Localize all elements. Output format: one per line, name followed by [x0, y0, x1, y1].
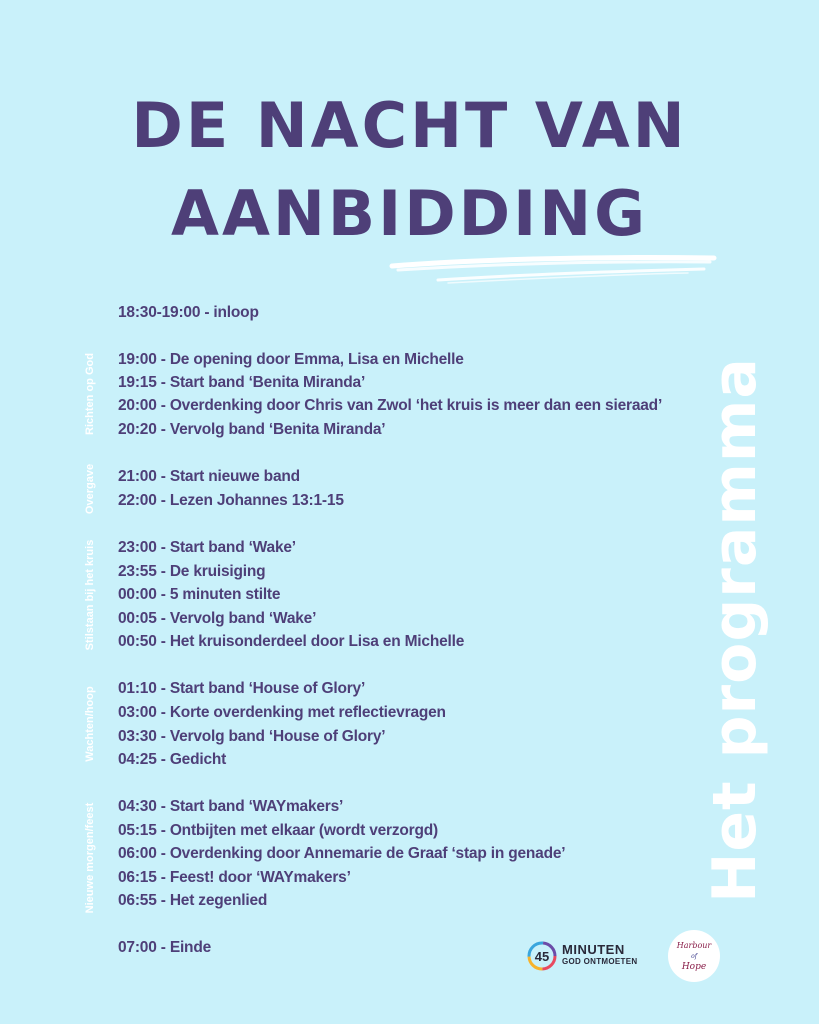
schedule-item: 06:15 - Feest! door ‘WAYmakers’ — [118, 869, 351, 886]
minuten-logo — [526, 940, 637, 972]
section-label-nieuwe-morgen-feest: Nieuwe morgen/feest — [84, 802, 96, 914]
minuten-subtitle: GOD ONTMOETEN — [562, 957, 638, 966]
schedule-item: 07:00 - Einde — [118, 939, 212, 956]
schedule-item: 03:00 - Korte overdenking met reflectievragen — [118, 704, 446, 721]
schedule-item: 20:00 - Overdenking door Chris van Zwol ‘het kruis is meer dan een sieraad’ — [118, 397, 663, 414]
section-label-richten-op-god: Richten op God — [84, 353, 96, 435]
harbour-logo-line-2: of — [691, 952, 697, 960]
schedule-item: 06:55 - Het zegenlied — [118, 892, 268, 909]
schedule-item: 04:30 - Start band ‘WAYmakers’ — [118, 798, 344, 815]
harbour-logo-line-1: Harbour — [676, 940, 712, 950]
schedule-item: 00:05 - Vervolg band ‘Wake’ — [118, 610, 317, 627]
page-title — [0, 82, 819, 258]
minuten-number: 45 — [534, 948, 550, 964]
schedule-item: 03:30 - Vervolg band ‘House of Glory’ — [118, 728, 386, 745]
harbour-logo-line-3: Hope — [681, 961, 707, 972]
schedule-item: 21:00 - Start nieuwe band — [118, 468, 300, 485]
harbour-of-hope-logo — [668, 930, 720, 982]
minuten-title: MINUTEN — [562, 942, 625, 957]
schedule-item: 23:00 - Start band ‘Wake’ — [118, 539, 296, 556]
title-line-2: AANBIDDING — [171, 177, 648, 250]
schedule-item: 18:30-19:00 - inloop — [118, 304, 259, 321]
section-label-stilstaan-bij-het-kruis: Stilstaan bij het kruis — [84, 539, 96, 651]
schedule-item: 20:20 - Vervolg band ‘Benita Miranda’ — [118, 421, 386, 438]
schedule-item: 00:00 - 5 minuten stilte — [118, 586, 281, 603]
schedule-item: 05:15 - Ontbijten met elkaar (wordt verzorgd) — [118, 822, 439, 839]
section-label-wachten-hoop: Wachten/hoop — [84, 686, 96, 762]
schedule-item: 01:10 - Start band ‘House of Glory’ — [118, 680, 366, 697]
section-label-overgave: Overgave — [84, 463, 96, 515]
title-line-1: DE NACHT VAN — [131, 89, 688, 162]
schedule-item: 06:00 - Overdenking door Annemarie de Graaf ‘stap in genade’ — [118, 845, 566, 862]
schedule-item: 04:25 - Gedicht — [118, 751, 227, 768]
side-title: Het programma — [700, 357, 770, 903]
schedule-item: 00:50 - Het kruisonderdeel door Lisa en Michelle — [118, 633, 465, 650]
schedule-item: 19:15 - Start band ‘Benita Miranda’ — [118, 374, 366, 391]
schedule-item: 23:55 - De kruisiging — [118, 563, 266, 580]
brush-stroke-decoration — [388, 252, 718, 288]
schedule-item: 22:00 - Lezen Johannes 13:1-15 — [118, 492, 344, 509]
schedule-item: 19:00 - De opening door Emma, Lisa en Michelle — [118, 351, 464, 368]
